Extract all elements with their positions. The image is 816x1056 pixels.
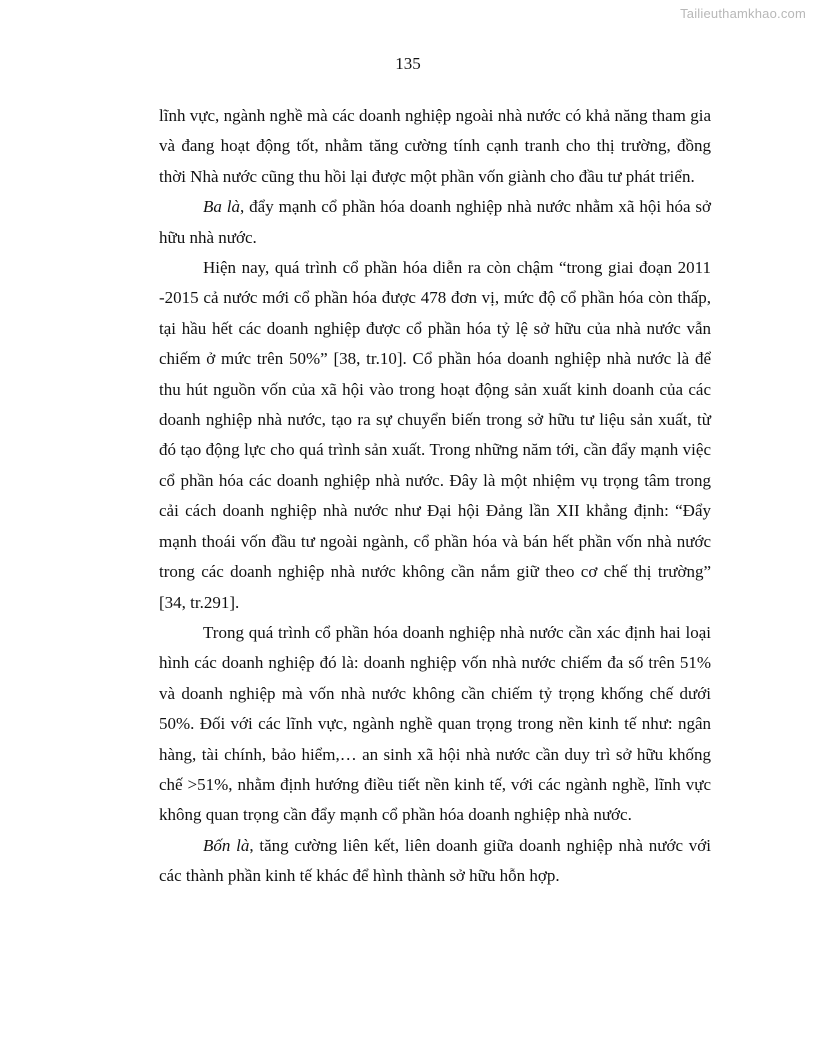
page-number: 135 (395, 54, 421, 73)
document-body (159, 101, 711, 892)
paragraph-2 (159, 192, 711, 253)
paragraph-5-lead: Bốn là (203, 835, 250, 855)
paragraph-5-text: , tăng cường liên kết, liên doanh giữa doanh nghiệp nhà nước với các thành phần kinh tế khác để hình thành sở hữu hỗn hợp. (159, 835, 711, 886)
watermark: Tailieuthamkhao.com (680, 6, 806, 21)
paragraph-1: lĩnh vực, ngành nghề mà các doanh nghiệp ngoài nhà nước có khả năng tham gia và đang hoạt động tốt, nhằm tăng cường tính cạnh tranh cho thị trường, đồng thời Nhà nước cũng thu hồi lại được một phần vốn giành cho đầu tư phát triển. (159, 106, 711, 186)
paragraph-2-lead: Ba là (203, 197, 241, 217)
paragraph-5 (159, 831, 711, 892)
paragraph-4: Trong quá trình cổ phần hóa doanh nghiệp nhà nước cần xác định hai loại hình các doanh nghiệp đó là: doanh nghiệp vốn nhà nước chiếm đa số trên 51% và doanh nghiệp mà vốn nhà nước không cần chiếm tỷ trọng khống chế dưới 50%. Đối với các lĩnh vực, ngành nghề quan trọng trong nền kinh tế như: ngân hàng, tài chính, bảo hiểm,… an sinh xã hội nhà nước cần duy trì sở hữu khống chế >51%, nhằm định hướng điều tiết nền kinh tế, với các ngành nghề, lĩnh vực không quan trọng cần đẩy mạnh cổ phần hóa doanh nghiệp nhà nước. (159, 622, 711, 825)
paragraph-2-text: , đẩy mạnh cổ phần hóa doanh nghiệp nhà nước nhằm xã hội hóa sở hữu nhà nước. (159, 197, 712, 247)
paragraph-3: Hiện nay, quá trình cổ phần hóa diễn ra còn chậm “trong giai đoạn 2011 -2015 cả nước mới cổ phần hóa được 478 đơn vị, mức độ cổ phần hóa còn thấp, tại hầu hết các doanh nghiệp được cổ phần hóa tỷ lệ sở hữu của nhà nước vẫn chiếm ở mức trên 50%” [38, tr.10]. Cổ phần hóa doanh nghiệp nhà nước là để thu hút nguồn vốn của xã hội vào trong hoạt động sản xuất kinh doanh của các doanh nghiệp nhà nước, tạo ra sự chuyển biến trong sở hữu tư liệu sản xuất, từ đó tạo động lực cho quá trình sản xuất. Trong những năm tới, cần đẩy mạnh việc cổ phần hóa các doanh nghiệp nhà nước. Đây là một nhiệm vụ trọng tâm trong cải cách doanh nghiệp nhà nước như Đại hội Đảng lần XII khẳng định: “Đẩy mạnh thoái vốn đầu tư ngoài ngành, cổ phần hóa và bán hết phần vốn nhà nước trong các doanh nghiệp nhà nước không cần nắm giữ theo cơ chế thị trường” [34, tr.291]. (159, 258, 711, 612)
